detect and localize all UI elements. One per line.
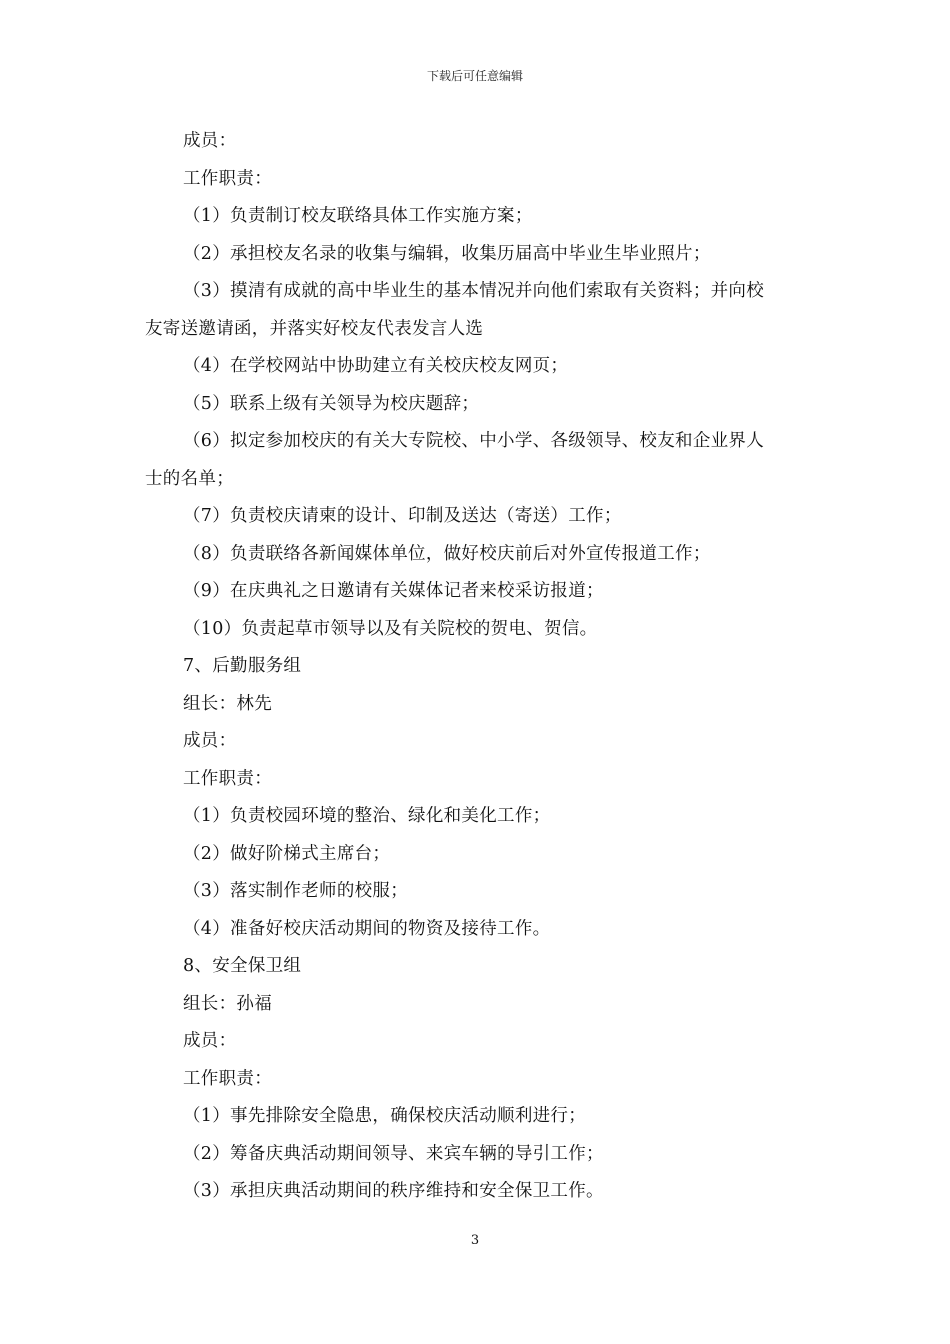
duty-item: （1）事先排除安全隐患，确保校庆活动顺利进行；: [183, 1106, 587, 1126]
duty-item: （6）拟定参加校庆的有关大专院校、中小学、各级领导、校友和企业界人: [183, 431, 765, 451]
duty-item: （5）联系上级有关领导为校庆题辞；: [183, 393, 480, 414]
document-body: [145, 123, 813, 1211]
duty-item: （4）准备好校庆活动期间的物资及接待工作。: [183, 918, 551, 939]
duty-item: （2）做好阶梯式主席台；: [183, 843, 391, 864]
duty-item: （1）负责校园环境的整治、绿化和美化工作；: [183, 806, 551, 826]
duty-item: （2）筹备庆典活动期间领导、来宾车辆的导引工作；: [183, 1143, 604, 1164]
duty-item-continuation: 士的名单；: [145, 468, 234, 489]
group-leader: 组长：孙福: [183, 993, 272, 1014]
page-number: 3: [470, 1233, 480, 1248]
duty-item: （4）在学校网站中协助建立有关校庆校友网页；: [183, 356, 569, 376]
duty-item: （2）承担校友名录的收集与编辑，收集历届高中毕业生毕业照片；: [183, 243, 711, 264]
members-label: 成员：: [183, 1031, 237, 1051]
duty-item: （1）负责制订校友联络具体工作实施方案；: [183, 206, 533, 226]
group-leader: 组长：林先: [183, 693, 272, 714]
section-heading: 8、安全保卫组: [183, 956, 302, 976]
duty-item: （10）负责起草市领导以及有关院校的贺电、贺信。: [183, 618, 598, 639]
duty-item: （7）负责校庆请柬的设计、印制及送达（寄送）工作；: [183, 506, 622, 526]
duty-item: （3）摸清有成就的高中毕业生的基本情况并向他们索取有关资料；并向校: [183, 281, 765, 301]
duty-item: （8）负责联络各新闻媒体单位，做好校庆前后对外宣传报道工作；: [183, 543, 711, 564]
duties-label: 工作职责：: [183, 1068, 272, 1089]
duty-item: （3）落实制作老师的校服；: [183, 881, 409, 901]
members-label: 成员：: [183, 131, 237, 151]
page-header: 下载后可任意编辑: [426, 69, 523, 83]
duty-item-continuation: 友寄送邀请函，并落实好校友代表发言人选: [145, 318, 484, 339]
duties-label: 工作职责：: [183, 768, 272, 789]
duty-item: （9）在庆典礼之日邀请有关媒体记者来校采访报道；: [183, 581, 604, 601]
duty-item: （3）承担庆典活动期间的秩序维持和安全保卫工作。: [183, 1181, 604, 1201]
members-label: 成员：: [183, 731, 237, 751]
duties-label: 工作职责：: [183, 168, 272, 189]
section-heading: 7、后勤服务组: [183, 656, 302, 676]
